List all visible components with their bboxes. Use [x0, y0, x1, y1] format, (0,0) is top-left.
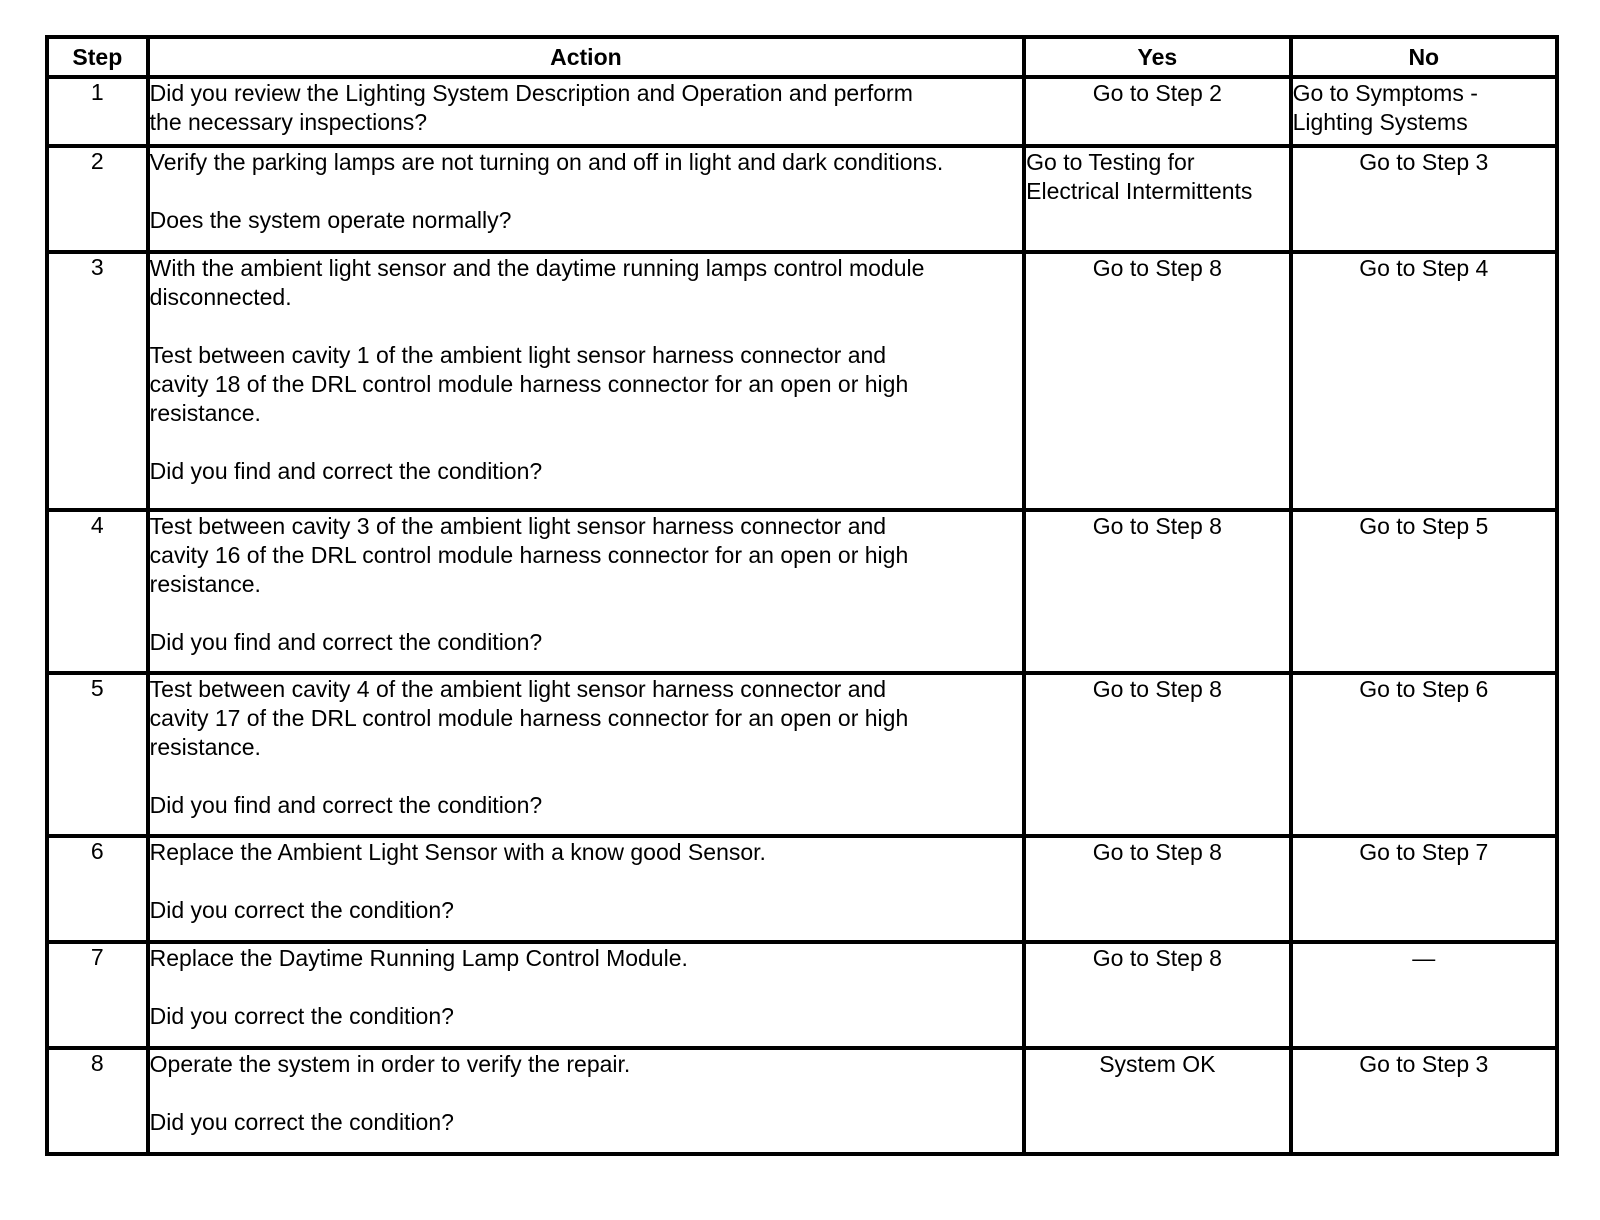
action-line: With the ambient light sensor and the daytime running lamps control module [149, 255, 925, 281]
action-line: Did you find and correct the condition? [149, 792, 543, 818]
action-line: Replace the Ambient Light Sensor with a know good Sensor. [149, 839, 766, 865]
action-spacer [150, 867, 1023, 896]
yes-line: Electrical Intermittents [1026, 178, 1253, 204]
yes-cell: Go to Step 8 [1024, 836, 1290, 942]
action-line: Test between cavity 4 of the ambient light sensor harness connector and [149, 676, 887, 702]
action-line: Verify the parking lamps are not turning on and off in light and dark conditions. [149, 149, 944, 175]
action-line: Did you correct the condition? [149, 897, 454, 923]
action-cell [148, 252, 1025, 510]
action-line: disconnected. [149, 284, 292, 310]
step-number: 7 [47, 942, 148, 1048]
table-row [47, 836, 1557, 942]
action-line: resistance. [149, 734, 261, 760]
action-cell [148, 1048, 1025, 1154]
action-cell [148, 77, 1025, 146]
no-cell: Go to Step 3 [1291, 146, 1557, 252]
no-line: Go to Symptoms - [1292, 80, 1478, 106]
no-cell: Go to Step 3 [1291, 1048, 1557, 1154]
header-row [47, 37, 1557, 77]
table-row [47, 942, 1557, 1048]
yes-cell: Go to Step 8 [1024, 252, 1290, 510]
yes-cell: Go to Step 8 [1024, 942, 1290, 1048]
table-row [47, 1048, 1557, 1154]
action-line: cavity 17 of the DRL control module harness connector for an open or high [149, 705, 909, 731]
diagnostic-table [45, 35, 1559, 1156]
action-line: Does the system operate normally? [149, 207, 512, 233]
table-row [47, 146, 1557, 252]
yes-cell: Go to Step 8 [1024, 673, 1290, 836]
step-number: 2 [47, 146, 148, 252]
header-yes: Yes [1024, 37, 1290, 77]
step-number: 4 [47, 510, 148, 673]
no-cell: Go to Step 5 [1291, 510, 1557, 673]
action-line: cavity 16 of the DRL control module harness connector for an open or high [149, 542, 909, 568]
no-cell [1291, 77, 1557, 146]
table-row [47, 673, 1557, 836]
no-line: Lighting Systems [1292, 109, 1468, 135]
action-line: Did you review the Lighting System Description and Operation and perform [149, 80, 913, 106]
action-line: cavity 18 of the DRL control module harness connector for an open or high [149, 371, 909, 397]
action-spacer [150, 1079, 1023, 1108]
yes-cell: Go to Step 8 [1024, 510, 1290, 673]
no-cell: Go to Step 6 [1291, 673, 1557, 836]
action-line: Test between cavity 3 of the ambient light sensor harness connector and [149, 513, 887, 539]
action-line: Test between cavity 1 of the ambient light sensor harness connector and [149, 342, 887, 368]
action-spacer [150, 312, 1023, 341]
action-line: Did you correct the condition? [149, 1003, 454, 1029]
action-line: Did you find and correct the condition? [149, 458, 543, 484]
action-cell [148, 673, 1025, 836]
action-cell [148, 146, 1025, 252]
action-spacer [150, 177, 1023, 206]
action-spacer [150, 762, 1023, 791]
action-spacer [150, 599, 1023, 628]
yes-line: Go to Testing for [1026, 149, 1195, 175]
action-cell [148, 510, 1025, 673]
action-line: the necessary inspections? [149, 109, 428, 135]
yes-cell: System OK [1024, 1048, 1290, 1154]
yes-cell [1024, 146, 1290, 252]
step-number: 8 [47, 1048, 148, 1154]
no-cell: Go to Step 7 [1291, 836, 1557, 942]
header-no: No [1291, 37, 1557, 77]
action-line: Did you find and correct the condition? [149, 629, 543, 655]
header-step: Step [47, 37, 148, 77]
table-row [47, 510, 1557, 673]
action-cell [148, 836, 1025, 942]
no-cell: — [1291, 942, 1557, 1048]
step-number: 6 [47, 836, 148, 942]
action-line: Replace the Daytime Running Lamp Control Module. [149, 945, 688, 971]
action-spacer [150, 973, 1023, 1002]
step-number: 3 [47, 252, 148, 510]
table-row [47, 252, 1557, 510]
action-line: resistance. [149, 400, 261, 426]
action-line: resistance. [149, 571, 261, 597]
action-spacer [150, 428, 1023, 457]
step-number: 1 [47, 77, 148, 146]
table-row [47, 77, 1557, 146]
action-line: Did you correct the condition? [149, 1109, 454, 1135]
action-line: Operate the system in order to verify the repair. [149, 1051, 631, 1077]
header-action: Action [148, 37, 1025, 77]
action-cell [148, 942, 1025, 1048]
no-cell: Go to Step 4 [1291, 252, 1557, 510]
yes-cell: Go to Step 2 [1024, 77, 1290, 146]
step-number: 5 [47, 673, 148, 836]
